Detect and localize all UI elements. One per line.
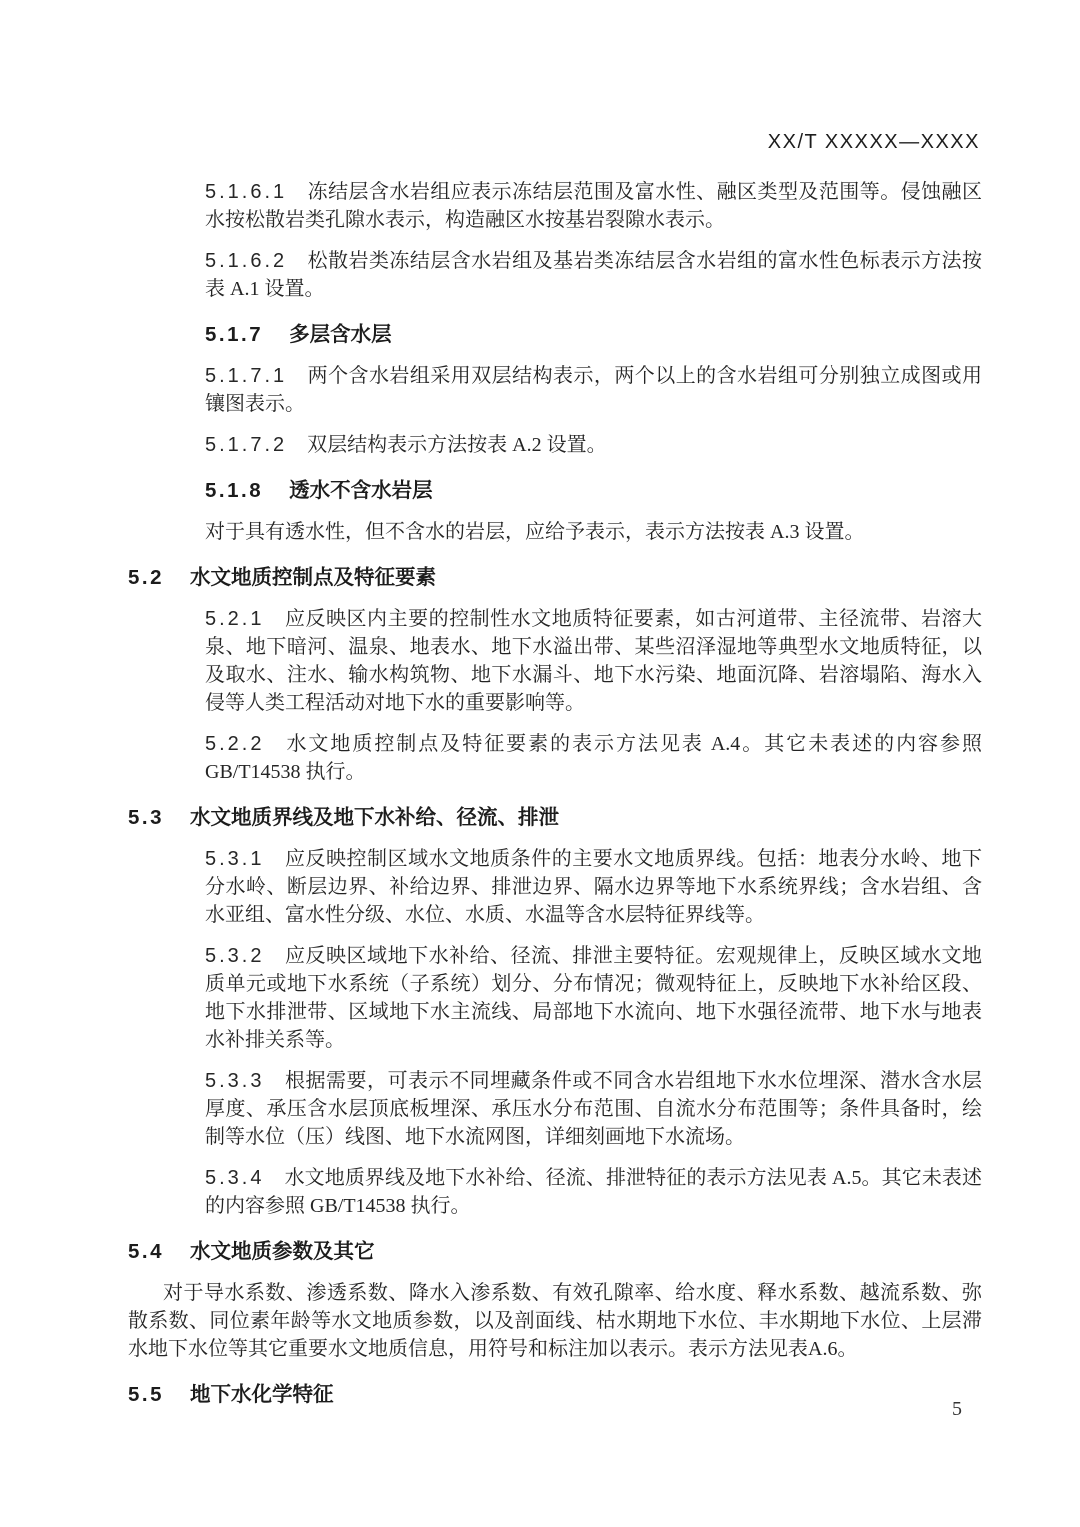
heading-number: 5.5 (128, 1383, 164, 1406)
heading-number: 5.1.8 (205, 479, 264, 502)
clause-text: 应反映区域地下水补给、径流、排泄主要特征。宏观规律上，反映区域水文地质单元或地下水系统（子系统）划分、分布情况；微观特征上，反映地下水补给区段、地下水排泄带、区域地下水主流线、局部地下水流向、地下水强径流带、地下水与地表水补排关系等。 (205, 945, 982, 1051)
clause-5-3-1 (205, 845, 982, 929)
section-heading-5-4 (128, 1238, 982, 1266)
section-heading-5-3 (128, 804, 982, 832)
clause-text: 水文地质界线及地下水补给、径流、排泄特征的表示方法见表 A.5。其它未表述的内容参照 GB/T14538 执行。 (205, 1167, 982, 1217)
heading-number: 5.4 (128, 1240, 164, 1263)
heading-number: 5.3 (128, 806, 164, 829)
clause-text: 应反映控制区域水文地质条件的主要水文地质界线。包括：地表分水岭、地下分水岭、断层边界、补给边界、排泄边界、隔水边界等地下水系统界线；含水岩组、含水亚组、富水性分级、水位、水质、水温等含水层特征界线等。 (205, 848, 982, 926)
heading-title: 水文地质参数及其它 (190, 1240, 375, 1263)
clause-number: 5.3.2 (205, 945, 265, 967)
clause-5-2-2 (205, 730, 982, 786)
clause-number: 5.2.1 (205, 608, 265, 630)
clause-number: 5.1.6.1 (205, 181, 288, 203)
clause-5-3-3 (205, 1067, 982, 1151)
clause-text: 双层结构表示方法按表 A.2 设置。 (307, 434, 607, 456)
clause-number: 5.3.1 (205, 848, 265, 870)
subsection-heading-5-1-8 (205, 477, 982, 505)
body-paragraph-5-1-8: 对于具有透水性，但不含水的岩层，应给予表示，表示方法按表 A.3 设置。 (205, 521, 865, 543)
section-heading-5-5 (128, 1381, 982, 1409)
clause-5-3-4 (205, 1164, 982, 1220)
page-number: 5 (952, 1398, 962, 1420)
clause-text: 水文地质控制点及特征要素的表示方法见表 A.4。其它未表述的内容参照 GB/T14538 执行。 (205, 733, 982, 783)
body-paragraph-5-4: 对于导水系数、渗透系数、降水入渗系数、有效孔隙率、给水度、释水系数、越流系数、弥散系数、同位素年龄等水文地质参数，以及剖面线、枯水期地下水位、丰水期地下水位、上层滞水地下水位等其它重要水文地质信息，用符号和标注加以表示。表示方法见表A.6。 (128, 1282, 982, 1360)
heading-title: 水文地质控制点及特征要素 (190, 566, 436, 589)
subsection-heading-5-1-7 (205, 321, 982, 349)
clause-number: 5.1.7.1 (205, 365, 288, 387)
clause-5-1-6-1 (205, 178, 982, 234)
clause-5-3-2 (205, 942, 982, 1054)
clause-number: 5.3.4 (205, 1167, 265, 1189)
clause-text: 松散岩类冻结层含水岩组及基岩类冻结层含水岩组的富水性色标表示方法按表 A.1 设置。 (205, 250, 982, 300)
clause-5-1-7-1 (205, 362, 982, 418)
clause-number: 5.1.7.2 (205, 434, 288, 456)
heading-title: 透水不含水岩层 (289, 479, 433, 502)
section-heading-5-2 (128, 564, 982, 592)
clause-5-2-1 (205, 605, 982, 717)
heading-title: 多层含水层 (289, 323, 392, 346)
heading-title: 水文地质界线及地下水补给、径流、排泄 (190, 806, 559, 829)
clause-5-1-7-2 (205, 431, 982, 459)
clause-number: 5.3.3 (205, 1070, 265, 1092)
clause-number: 5.2.2 (205, 733, 265, 755)
document-content (0, 165, 1080, 1409)
heading-title: 地下水化学特征 (190, 1383, 334, 1406)
clause-number: 5.1.6.2 (205, 250, 288, 272)
clause-5-1-6-2 (205, 247, 982, 303)
clause-text: 应反映区内主要的控制性水文地质特征要素，如古河道带、主径流带、岩溶大泉、地下暗河、温泉、地表水、地下水溢出带、某些沼泽湿地等典型水文地质特征，以及取水、注水、输水构筑物、地下水漏斗、地下水污染、地面沉降、岩溶塌陷、海水入侵等人类工程活动对地下水的重要影响等。 (205, 608, 982, 714)
heading-number: 5.2 (128, 566, 164, 589)
clause-text: 冻结层含水岩组应表示冻结层范围及富水性、融区类型及范围等。侵蚀融区水按松散岩类孔隙水表示，构造融区水按基岩裂隙水表示。 (205, 181, 982, 231)
clause-text: 两个含水岩组采用双层结构表示，两个以上的含水岩组可分别独立成图或用镶图表示。 (205, 365, 982, 415)
clause-text: 根据需要，可表示不同埋藏条件或不同含水岩组地下水水位埋深、潜水含水层厚度、承压含水层顶底板埋深、承压水分布范围、自流水分布范围等；条件具备时，绘制等水位（压）线图、地下水流网图，详细刻画地下水流场。 (205, 1070, 982, 1148)
standard-code-header: XX/T XXXXX—XXXX (767, 131, 980, 153)
heading-number: 5.1.7 (205, 323, 264, 346)
